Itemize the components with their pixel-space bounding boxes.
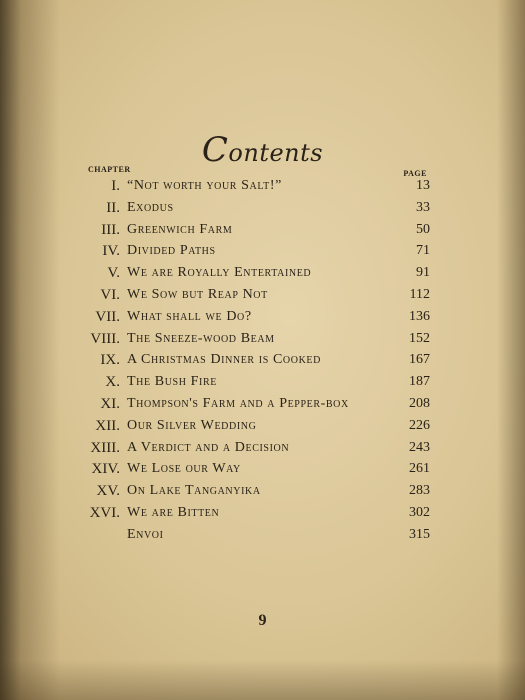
chapter-number: XIII. xyxy=(90,439,120,456)
toc-entry xyxy=(70,371,430,393)
chapter-title: A Christmas Dinner is Cooked xyxy=(127,352,321,368)
chapter-number: I. xyxy=(111,178,120,194)
chapter-number: X. xyxy=(105,374,120,391)
chapter-page: 187 xyxy=(409,374,430,390)
chapter-number: VI. xyxy=(100,286,120,303)
toc-entry xyxy=(70,175,430,197)
chapter-title: What shall we Do? xyxy=(127,308,252,324)
toc-entry xyxy=(70,197,430,219)
chapter-page: 243 xyxy=(409,439,430,455)
chapter-number: IX. xyxy=(100,352,120,369)
chapter-title: On Lake Tanganyika xyxy=(127,483,261,499)
chapter-page: 208 xyxy=(409,395,430,411)
chapter-title: Divided Paths xyxy=(127,243,216,259)
chapter-title: A Verdict and a Decision xyxy=(127,439,290,455)
chapter-number: IV. xyxy=(102,243,120,260)
chapter-title: Thompson's Farm and a Pepper-box xyxy=(127,395,349,411)
chapter-number: XVI. xyxy=(89,504,120,521)
chapter-title: The Sneeze-wood Beam xyxy=(127,330,275,346)
table-of-contents xyxy=(70,175,430,546)
page-title xyxy=(0,130,525,170)
toc-entry xyxy=(70,328,430,350)
chapter-page: 136 xyxy=(409,308,430,324)
chapter-page: 152 xyxy=(409,330,430,346)
chapter-page: 167 xyxy=(409,352,430,368)
toc-entry xyxy=(70,480,430,502)
chapter-page: 315 xyxy=(409,526,430,542)
chapter-number: VIII. xyxy=(90,330,120,347)
toc-entry xyxy=(70,349,430,371)
chapter-page: 226 xyxy=(409,417,430,433)
toc-entry xyxy=(70,415,430,437)
chapter-page: 112 xyxy=(409,286,430,302)
chapter-page: 13 xyxy=(416,178,430,193)
chapter-title: We are Bitten xyxy=(127,504,220,520)
title-rest: ontents xyxy=(228,139,324,167)
page-edge-shadow xyxy=(497,0,525,700)
chapter-number: XI. xyxy=(100,395,120,412)
toc-entry xyxy=(70,262,430,284)
chapter-number: XIV. xyxy=(91,461,120,478)
toc-entry xyxy=(70,240,430,262)
chapter-number: VII. xyxy=(95,308,120,325)
chapter-page: 50 xyxy=(416,221,430,237)
toc-entry xyxy=(70,306,430,328)
chapter-number: III. xyxy=(101,221,120,238)
toc-entry xyxy=(70,502,430,524)
chapter-title: “Not worth your Salt!” xyxy=(127,178,282,193)
title-initial: C xyxy=(201,130,229,170)
chapter-number: XV. xyxy=(96,483,120,500)
toc-entry xyxy=(70,393,430,415)
chapter-page: 91 xyxy=(416,265,430,281)
chapter-title: We Lose our Way xyxy=(127,461,241,477)
chapter-title: Exodus xyxy=(127,199,174,215)
toc-entry xyxy=(70,524,430,546)
page-gutter-shadow xyxy=(0,0,60,700)
toc-entry xyxy=(70,219,430,241)
toc-entry xyxy=(70,437,430,459)
chapter-title: Envoi xyxy=(127,526,164,542)
toc-entry xyxy=(70,284,430,306)
chapter-page: 33 xyxy=(416,199,430,215)
chapter-title: Our Silver Wedding xyxy=(127,417,257,433)
page-column-header: PAGE xyxy=(403,169,427,178)
chapter-number: II. xyxy=(106,199,120,216)
chapter-page: 71 xyxy=(416,243,430,259)
chapter-page: 283 xyxy=(409,483,430,499)
chapter-title: We are Royally Entertained xyxy=(127,265,312,281)
page-bottom-shadow xyxy=(0,660,525,700)
page-number: 9 xyxy=(258,612,267,629)
chapter-number: XII. xyxy=(95,417,120,434)
chapter-column-header: CHAPTER xyxy=(88,165,131,174)
chapter-title: Greenwich Farm xyxy=(127,221,233,237)
chapter-title: The Bush Fire xyxy=(127,374,217,390)
chapter-title: We Sow but Reap Not xyxy=(127,286,268,302)
toc-entry xyxy=(70,458,430,480)
chapter-page: 302 xyxy=(409,504,430,520)
chapter-page: 261 xyxy=(409,461,430,477)
chapter-number: V. xyxy=(107,265,120,282)
